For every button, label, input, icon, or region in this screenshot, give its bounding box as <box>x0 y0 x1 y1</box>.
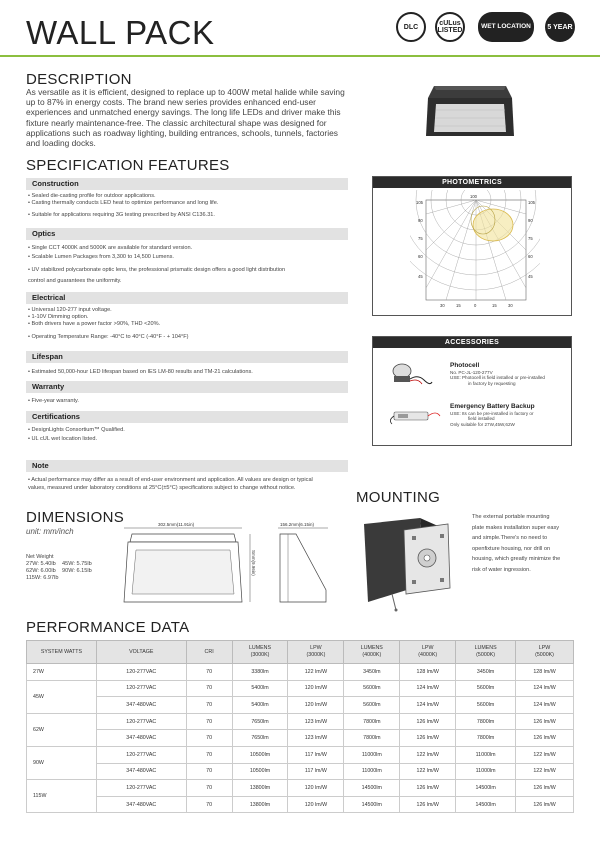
system-watts-cell: 115W <box>27 780 97 813</box>
svg-text:60: 60 <box>528 254 533 259</box>
table-cell: 5600lm <box>456 680 516 697</box>
battery-backup-icon <box>388 404 444 428</box>
photocell-title: Photocell <box>450 362 480 369</box>
column-header: CRI <box>186 641 232 664</box>
photometrics-title: PHOTOMETRICS <box>373 177 571 188</box>
table-cell: 123 lm/W <box>288 713 344 730</box>
table-row <box>27 680 574 697</box>
table-cell: 14500lm <box>456 780 516 797</box>
table-row <box>27 746 574 763</box>
system-watts-cell: 45W <box>27 680 97 713</box>
table-cell: 124 lm/W <box>400 697 456 714</box>
table-cell: 5400lm <box>232 680 288 697</box>
photocell-block: Photocell No. PC-JL-120-277V USE: Photocell is field installed or pre-installed in factory by requesting <box>450 362 570 386</box>
performance-heading: PERFORMANCE DATA <box>26 619 190 636</box>
system-watts-cell: 27W <box>27 664 97 681</box>
photocell-icon <box>388 362 434 388</box>
table-cell: 128 lm/W <box>400 664 456 681</box>
table-cell: 120-277VAC <box>96 746 186 763</box>
table-cell: 3380lm <box>232 664 288 681</box>
construction-list: • Sealed die-casting profile for outdoor applications. • Casting thermally conducts LED heat to optimize performance and long life. • Suitable for applications requiring 3G testing prescribed by ANSI C136.31. <box>28 193 219 219</box>
page-title: WALL PACK <box>26 14 215 51</box>
table-cell: 70 <box>186 746 232 763</box>
table-cell: 126 lm/W <box>516 713 574 730</box>
table-cell: 122 lm/W <box>516 763 574 780</box>
table-row <box>27 763 574 780</box>
table-cell: 120-277VAC <box>96 780 186 797</box>
table-cell: 13800lm <box>232 780 288 797</box>
svg-text:90: 90 <box>528 218 533 223</box>
table-cell: 70 <box>186 780 232 797</box>
svg-text:75: 75 <box>528 236 533 241</box>
table-cell: 70 <box>186 796 232 813</box>
table-cell: 126 lm/W <box>516 730 574 747</box>
table-cell: 347-480VAC <box>96 697 186 714</box>
table-cell: 347-480VAC <box>96 730 186 747</box>
dimensions-heading: DIMENSIONS <box>26 509 125 526</box>
polar-candela-chart <box>410 190 540 314</box>
table-row <box>27 780 574 797</box>
table-cell: 123 lm/W <box>288 730 344 747</box>
table-cell: 126 lm/W <box>516 780 574 797</box>
table-cell: 120 lm/W <box>288 796 344 813</box>
table-cell: 347-480VAC <box>96 763 186 780</box>
table-cell: 120-277VAC <box>96 680 186 697</box>
table-cell: 120 lm/W <box>288 697 344 714</box>
construction-bar: Construction <box>26 178 348 190</box>
system-watts-cell: 90W <box>27 746 97 779</box>
table-cell: 5400lm <box>232 697 288 714</box>
svg-text:15: 15 <box>492 303 497 308</box>
table-cell: 120 lm/W <box>288 680 344 697</box>
table-cell: 70 <box>186 680 232 697</box>
table-row <box>27 713 574 730</box>
performance-header-row <box>27 641 574 664</box>
polar-top-label: 100 <box>470 194 477 199</box>
accessories-title: ACCESSORIES <box>373 337 571 348</box>
table-cell: 124 lm/W <box>516 697 574 714</box>
warranty-bar: Warranty <box>26 381 348 393</box>
side-depth-label: 156.2mm(6.15in) <box>280 522 315 527</box>
table-cell: 70 <box>186 730 232 747</box>
svg-text:90: 90 <box>418 218 423 223</box>
optics-bar: Optics <box>26 228 348 240</box>
front-width-label: 302.5mm(11.91in) <box>158 522 195 527</box>
svg-text:45: 45 <box>528 274 533 279</box>
table-cell: 117 lm/W <box>288 746 344 763</box>
table-cell: 124 lm/W <box>400 680 456 697</box>
column-header: LPW (5000K) <box>516 641 574 664</box>
table-row <box>27 796 574 813</box>
table-cell: 122 lm/W <box>288 664 344 681</box>
battery-backup-block: Emergency Battery Backup USE: Its can be pre-installed in factory or field installed Only suitable for 27W,45W,62W <box>450 403 572 427</box>
lifespan-list: • Estimated 50,000-hour LED lifespan based on IES LM-80 results and TM-21 calculations. <box>28 369 253 375</box>
table-cell: 7650lm <box>232 713 288 730</box>
table-cell: 120 lm/W <box>288 780 344 797</box>
electrical-list: • Universal 120-277 input voltage. • 1-10V Dimming option. • Both drivers have a power factor >90%, THD <20%. • Operating Temperature Range: -40°C to 40°C (-40°F - + 104°F) <box>28 307 189 340</box>
mounting-heading: MOUNTING <box>356 489 441 506</box>
table-cell: 126 lm/W <box>400 730 456 747</box>
optics-list: • Single CCT 4000K and 5000K are available for standard version. • Scalable Lumen Packages from 3,300 to 14,500 Lumens. • UV stabilized polycarbonate optic lens, the professional prismatic design offers a good light distribution control and guarantees the uniformity. <box>28 245 286 284</box>
note-bar: Note <box>26 460 348 472</box>
table-cell: 7800lm <box>344 730 400 747</box>
lifespan-bar: Lifespan <box>26 351 348 363</box>
table-cell: 3450lm <box>456 664 516 681</box>
column-header: LPW (3000K) <box>288 641 344 664</box>
table-cell: 70 <box>186 664 232 681</box>
description-text: As versatile as it is efficient, designed to replace up to 400W metal halide while saving up to 87% in energy costs. The brand new series provides enhanced end-user experiences and unmatched energy savings. The long life LEDs and driver make this fixture nearly maintenance-free. The classic architectural shape was designed for applications such as roadway lighting, building entrances, schools, tunnels, factories and loading docks. <box>26 87 345 149</box>
title-rule <box>0 55 600 57</box>
svg-text:30: 30 <box>440 303 445 308</box>
table-cell: 10500lm <box>232 763 288 780</box>
table-cell: 5600lm <box>344 697 400 714</box>
table-cell: 7800lm <box>456 713 516 730</box>
table-cell: 13800lm <box>232 796 288 813</box>
column-header: LUMENS (4000K) <box>344 641 400 664</box>
electrical-bar: Electrical <box>26 292 348 304</box>
table-cell: 122 lm/W <box>400 746 456 763</box>
table-cell: 120-277VAC <box>96 713 186 730</box>
table-cell: 10500lm <box>232 746 288 763</box>
column-header: SYSTEM WATTS <box>27 641 97 664</box>
svg-text:30: 30 <box>508 303 513 308</box>
dimensions-unit: unit: mm/inch <box>26 527 74 536</box>
accessories-panel <box>372 336 572 446</box>
column-header: LUMENS (3000K) <box>232 641 288 664</box>
table-cell: 122 lm/W <box>400 763 456 780</box>
table-cell: 124 lm/W <box>516 680 574 697</box>
warranty-5-year-icon: 5 YEAR <box>545 12 575 42</box>
column-header: LUMENS (5000K) <box>456 641 516 664</box>
distribution-curve <box>473 209 513 241</box>
table-cell: 126 lm/W <box>400 796 456 813</box>
table-cell: 122 lm/W <box>516 746 574 763</box>
certifications-bar: Certifications <box>26 411 348 423</box>
certifications-list: • DesignLights Consortium™ Qualified. • UL cUL wet location listed. <box>28 427 125 442</box>
warranty-list: • Five-year warranty. <box>28 398 79 404</box>
front-height-label: Smm(9.96in) <box>251 550 256 576</box>
system-watts-cell: 62W <box>27 713 97 746</box>
performance-table <box>26 640 574 813</box>
table-cell: 7800lm <box>344 713 400 730</box>
dlc-cert-icon: DLC <box>396 12 426 42</box>
description-heading: DESCRIPTION <box>26 71 132 88</box>
table-cell: 126 lm/W <box>400 780 456 797</box>
mounting-text: The external portable mounting plate makes installation super easy and simple.There's no need to openfixture housing, nor drill on housing, which greatly minimize the risk of water ingression. <box>472 514 561 573</box>
table-cell: 126 lm/W <box>400 713 456 730</box>
net-weight-block: Net Weight 27W: 5.40lb 45W: 5.75lb 62W: 6.00lb 90W: 6.15lb 115W: 6.97lb <box>26 554 92 581</box>
table-cell: 14500lm <box>344 780 400 797</box>
svg-text:105: 105 <box>416 200 423 205</box>
table-cell: 5600lm <box>344 680 400 697</box>
table-cell: 126 lm/W <box>516 796 574 813</box>
svg-text:105: 105 <box>528 200 535 205</box>
svg-text:45: 45 <box>418 274 423 279</box>
table-cell: 7650lm <box>232 730 288 747</box>
table-cell: 11000lm <box>456 763 516 780</box>
svg-text:75: 75 <box>418 236 423 241</box>
table-cell: 5600lm <box>456 697 516 714</box>
svg-text:60: 60 <box>418 254 423 259</box>
table-cell: 70 <box>186 763 232 780</box>
battery-backup-title: Emergency Battery Backup <box>450 403 535 410</box>
table-cell: 3450lm <box>344 664 400 681</box>
note-list: • Actual performance may differ as a result of end-user environment and application. All values are design or typical values, measured under laboratory conditions at 25°C(±5°C) specifications subject to change without notice. <box>28 477 313 492</box>
table-cell: 70 <box>186 697 232 714</box>
wall-pack-product-image <box>424 80 516 142</box>
table-cell: 14500lm <box>456 796 516 813</box>
table-cell: 347-480VAC <box>96 796 186 813</box>
table-cell: 11000lm <box>344 763 400 780</box>
table-cell: 7800lm <box>456 730 516 747</box>
table-row <box>27 730 574 747</box>
table-row <box>27 664 574 681</box>
mounting-plate-image <box>356 510 458 612</box>
dimension-drawings <box>118 520 368 612</box>
cul-listed-icon: cULus LISTED <box>435 12 465 42</box>
svg-text:15: 15 <box>456 303 461 308</box>
table-cell: 117 lm/W <box>288 763 344 780</box>
spec-heading: SPECIFICATION FEATURES <box>26 157 230 174</box>
column-header: VOLTAGE <box>96 641 186 664</box>
column-header: LPW (4000K) <box>400 641 456 664</box>
table-row <box>27 697 574 714</box>
svg-text:0: 0 <box>474 303 477 308</box>
table-cell: 70 <box>186 713 232 730</box>
table-cell: 120-277VAC <box>96 664 186 681</box>
table-cell: 11000lm <box>456 746 516 763</box>
table-cell: 11000lm <box>344 746 400 763</box>
table-cell: 128 lm/W <box>516 664 574 681</box>
table-cell: 14500lm <box>344 796 400 813</box>
wet-location-icon: WET LOCATION <box>478 12 534 42</box>
